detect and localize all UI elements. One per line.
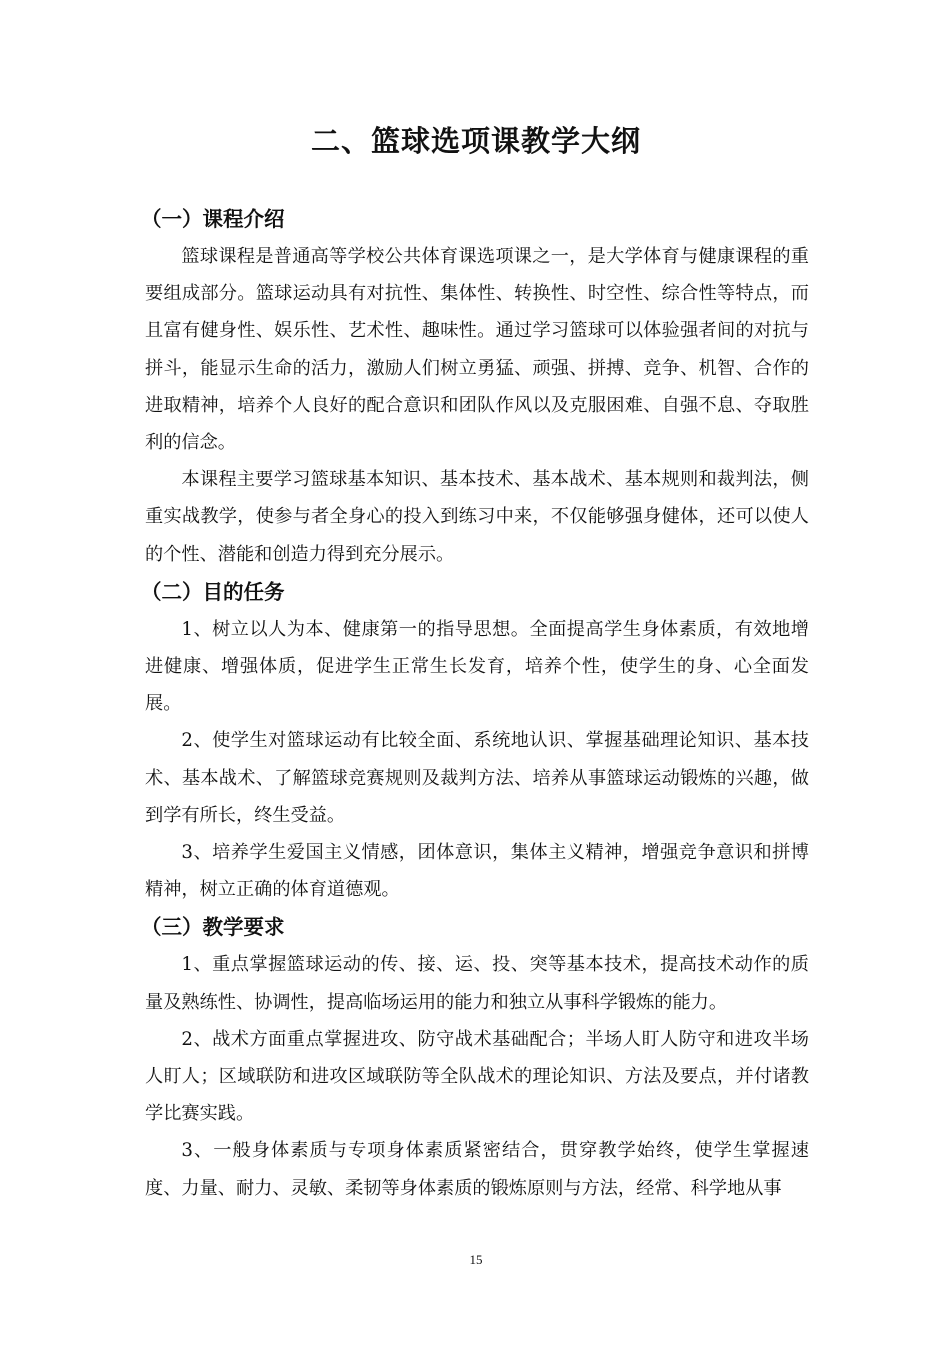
paragraph: 2、使学生对篮球运动有比较全面、系统地认识、掌握基础理论知识、基本技术、基本战术、了解篮球竞赛规则及裁判方法、培养从事篮球运动锻炼的兴趣，做到学有所长，终生受益。	[145, 730, 809, 826]
paragraph: 2、战术方面重点掌握进攻、防守战术基础配合；半场人盯人防守和进攻半场人盯人；区域联防和进攻区域联防等全队战术的理论知识、方法及要点，并付诸教学比赛实践。	[145, 1028, 809, 1125]
section-heading-teaching-requirements: （三）教学要求	[141, 915, 285, 940]
page-title: 二、篮球选项课教学大纲	[310, 124, 641, 158]
page-number: 15	[469, 1252, 483, 1267]
paragraph: 1、重点掌握篮球运动的传、接、运、投、突等基本技术，提高技术动作的质量及熟练性、协调性，提高临场运用的能力和独立从事科学锻炼的能力。	[145, 954, 809, 1013]
document-body	[141, 200, 809, 1207]
section-heading-course-intro: （一）课程介绍	[141, 207, 285, 231]
paragraph: 1、树立以人为本、健康第一的指导思想。全面提高学生身体素质，有效地增进健康、增强体质，促进学生正常生长发育，培养个性，使学生的身、心全面发展。	[145, 618, 809, 715]
paragraph: 3、一般身体素质与专项身体素质紧密结合，贯穿教学始终，使学生掌握速度、力量、耐力、灵敏、柔韧等身体素质的锻炼原则与方法，经常、科学地从事	[145, 1140, 809, 1199]
paragraph: 篮球课程是普通高等学校公共体育课选项课之一，是大学体育与健康课程的重要组成部分。篮球运动具有对抗性、集体性、转换性、时空性、综合性等特点，而且富有健身性、娱乐性、艺术性、趣味性。通过学习篮球可以体验强者间的对抗与拼斗，能显示生命的活力，激励人们树立勇猛、顽强、拼搏、竞争、机智、合作的进取精神，培养个人良好的配合意识和团队作风以及克服困难、自强不息、夺取胜利的信念。	[145, 246, 809, 454]
section-heading-objectives: （二）目的任务	[141, 579, 285, 604]
paragraph: 3、培养学生爱国主义情感，团体意识，集体主义精神，增强竞争意识和拼博精神，树立正确的体育道德观。	[145, 842, 809, 901]
paragraph: 本课程主要学习篮球基本知识、基本技术、基本战术、基本规则和裁判法，侧重实战教学，使参与者全身心的投入到练习中来，不仅能够强身健体，还可以使人的个性、潜能和创造力得到充分展示。	[145, 469, 809, 565]
